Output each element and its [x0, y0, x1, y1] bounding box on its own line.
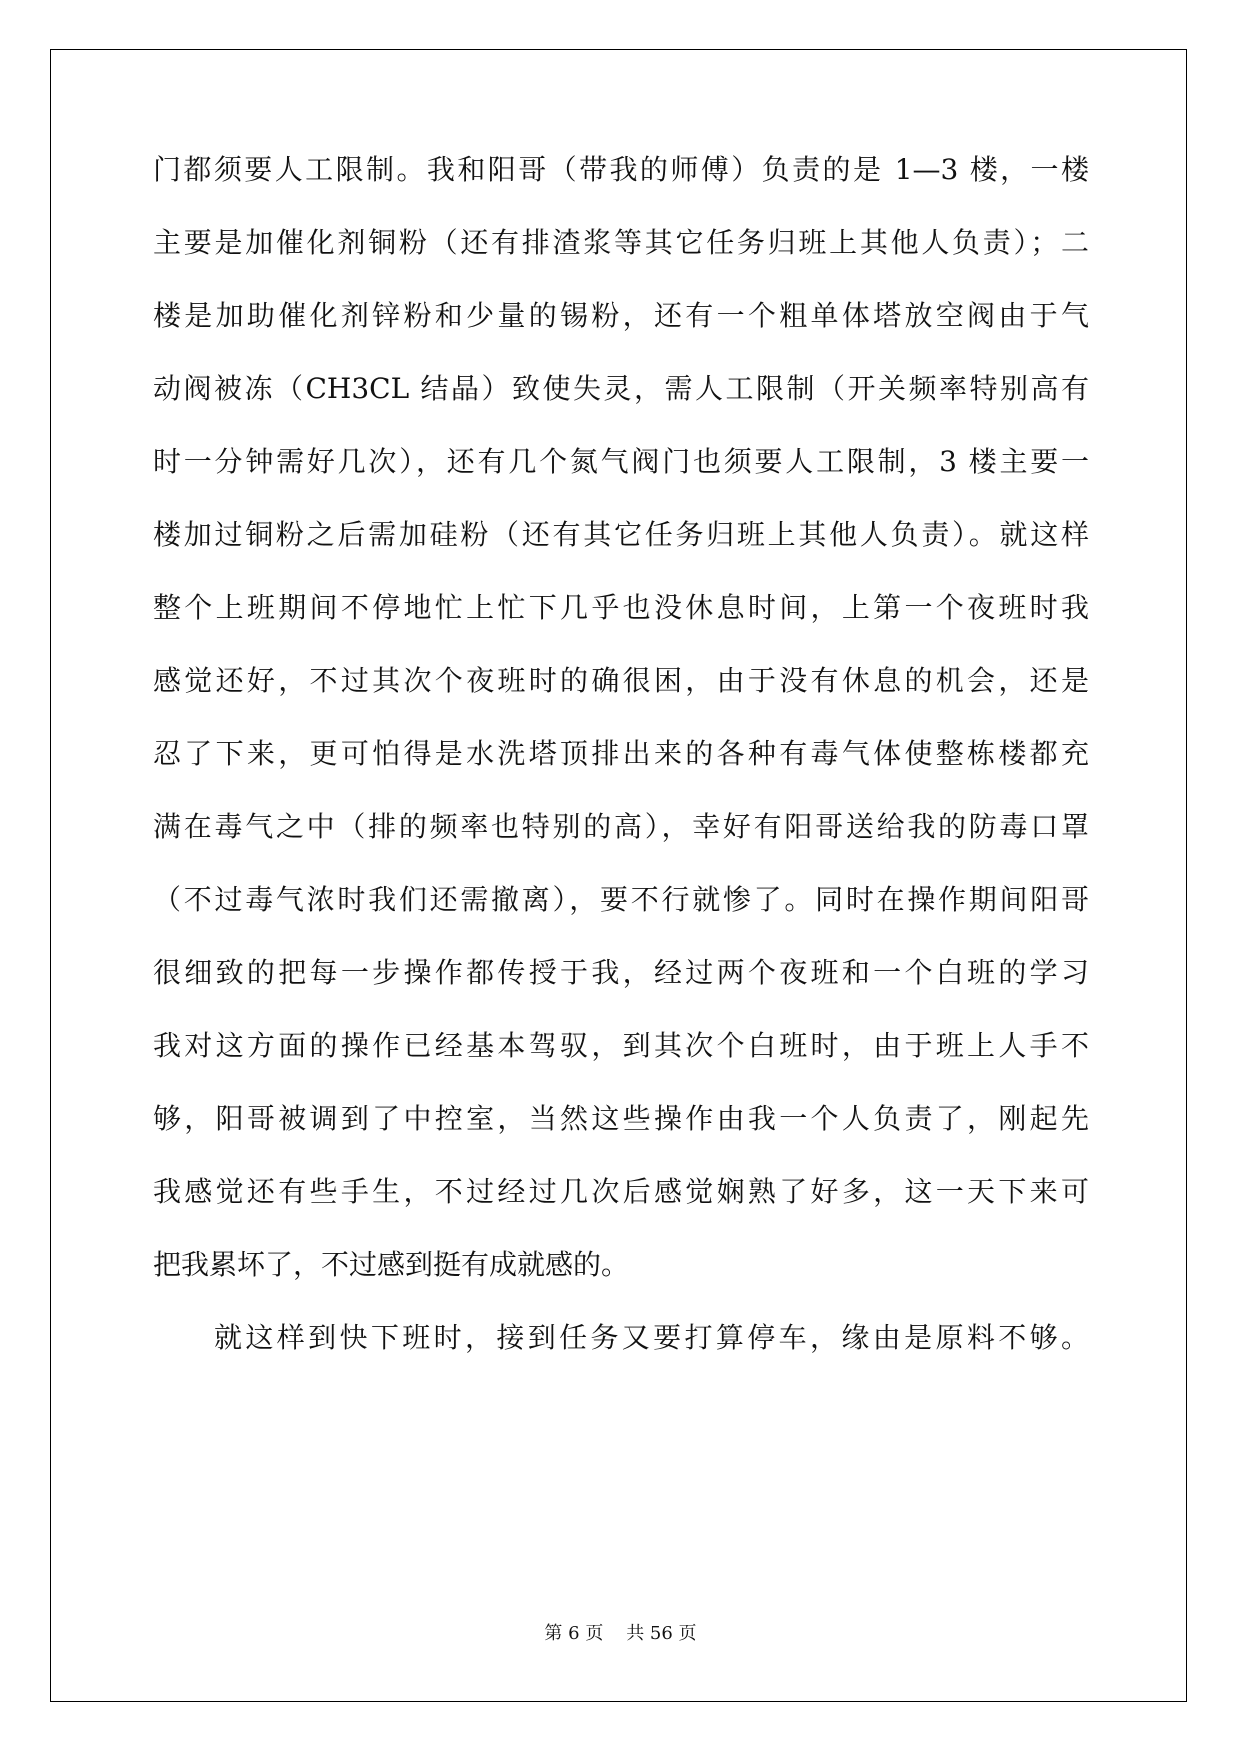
text-line: 楼加过铜粉之后需加硅粉（还有其它任务归班上其他人负责）。就这样 [153, 518, 1089, 551]
text-line: 感觉还好，不过其次个夜班时的确很困，由于没有休息的机会，还是 [153, 664, 1089, 697]
text-line: 门都须要人工限制。我和阳哥（带我的师傅）负责的是 1—3 楼，一楼 [153, 153, 1089, 186]
text-line: 忍了下来，更可怕得是水洗塔顶排出来的各种有毒气体使整栋楼都充 [153, 737, 1089, 770]
text-line: 就这样到快下班时，接到任务又要打算停车，缘由是原料不够。 [214, 1321, 1089, 1354]
text-line: 整个上班期间不停地忙上忙下几乎也没休息时间，上第一个夜班时我 [153, 591, 1089, 624]
text-line: 我对这方面的操作已经基本驾驭，到其次个白班时，由于班上人手不 [153, 1029, 1089, 1062]
text-line: 很细致的把每一步操作都传授于我，经过两个夜班和一个白班的学习 [153, 956, 1089, 989]
text-line: （不过毒气浓时我们还需撤离），要不行就惨了。同时在操作期间阳哥 [153, 883, 1089, 916]
text-line: 满在毒气之中（排的频率也特别的高），幸好有阳哥送给我的防毒口罩 [153, 810, 1089, 843]
page-number: 第 6 页 共 56 页 [544, 1623, 697, 1644]
text-line: 把我累坏了，不过感到挺有成就感的。 [153, 1248, 630, 1281]
text-line: 动阀被冻（CH3CL 结晶）致使失灵，需人工限制（开关频率特别高有 [153, 372, 1089, 405]
text-line: 我感觉还有些手生，不过经过几次后感觉娴熟了好多，这一天下来可 [153, 1175, 1089, 1208]
text-line: 时一分钟需好几次），还有几个氮气阀门也须要人工限制，3 楼主要一 [153, 445, 1089, 478]
text-line: 主要是加催化剂铜粉（还有排渣浆等其它任务归班上其他人负责）；二 [153, 226, 1089, 259]
text-line: 楼是加助催化剂锌粉和少量的锡粉，还有一个粗单体塔放空阀由于气 [153, 299, 1089, 332]
text-line: 够，阳哥被调到了中控室，当然这些操作由我一个人负责了，刚起先 [153, 1102, 1089, 1135]
